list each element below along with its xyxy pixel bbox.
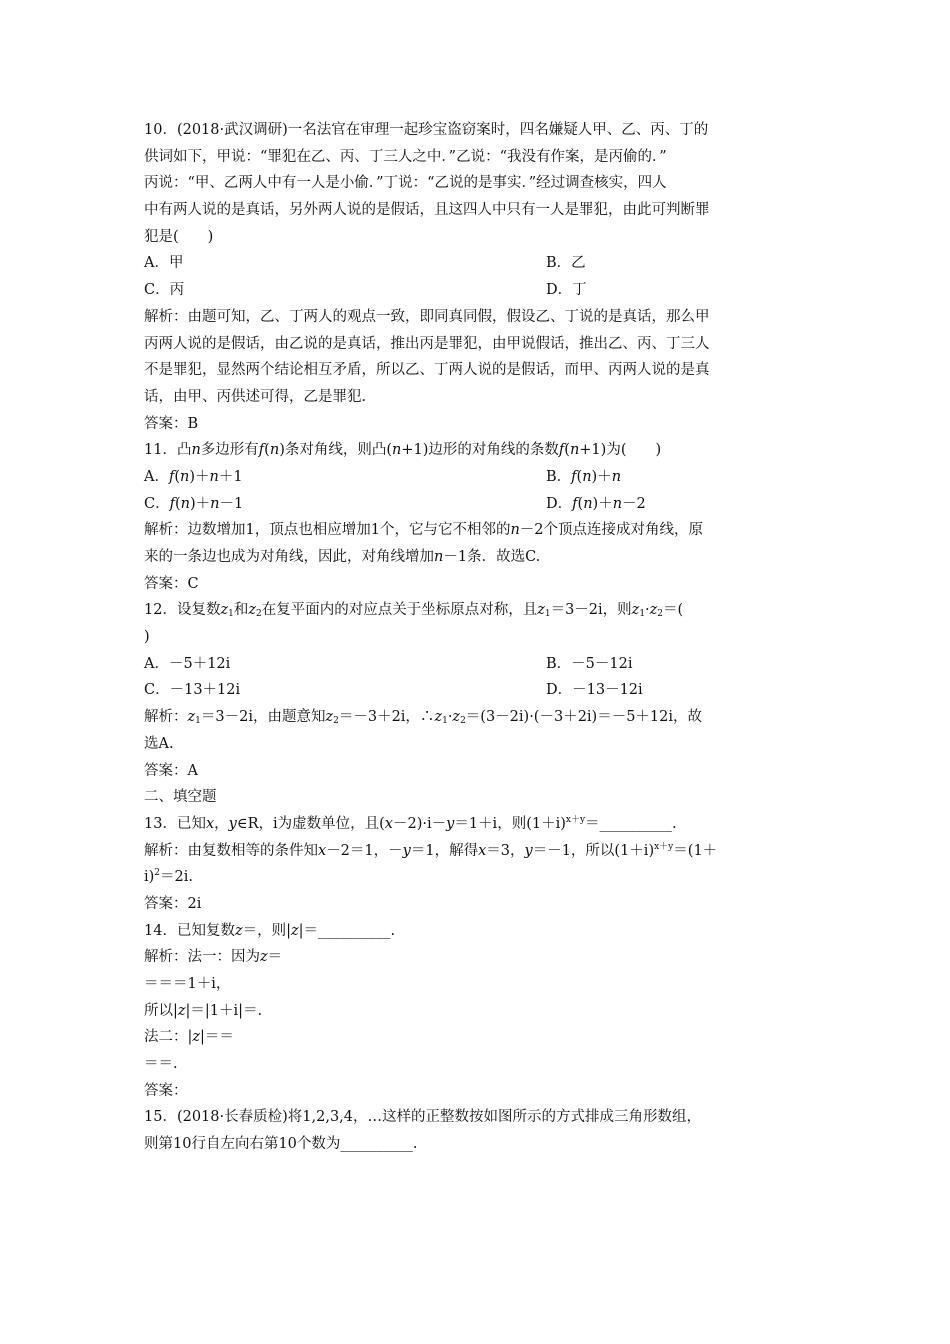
- question-10-line: 中有两人说的是真话，另外两人说的是假话，且这四人中只有一人是罪犯，由此可判断罪: [144, 202, 710, 219]
- analysis-line: 解析：法一：因为z＝: [144, 949, 283, 966]
- analysis-line: 不是罪犯，显然两个结论相互矛盾，所以乙、丁两人说的是假话，而甲、丙两人说的是真: [144, 362, 710, 379]
- question-10-line: 丙说：“甲、乙两人中有一人是小偷．”丁说：“乙说的是事实．”经过调查核实，四人: [144, 175, 667, 192]
- question-14-stem: 14．已知复数z＝，则|z|＝__________.: [144, 922, 396, 939]
- option-a: A．甲: [144, 255, 184, 272]
- question-10-line: 供词如下，甲说：“罪犯在乙、丙、丁三人之中．”乙说：“我没有作案，是丙偷的．”: [144, 148, 667, 165]
- option-c: C．f(n)＋n－1: [144, 495, 244, 512]
- analysis-line: 解析：由复数相等的条件知x－2＝1，－y＝1，解得x＝3，y＝－1，所以$(1+i)^{x+y}=(1+$: [144, 841, 718, 859]
- answer: 答案：C: [144, 575, 199, 592]
- analysis-line: 解析：$z_1=3-2i$，由题意知$z_2=-3+2i$，$\therefore z_1\cdot z_2=(3-2i)\cdot(-3+2i)=-5+12i$，故: [144, 709, 703, 727]
- answer: 答案：B: [144, 415, 199, 432]
- question-15: [144, 1104, 814, 1157]
- section-heading: 二、填空题: [144, 789, 217, 806]
- analysis-line: 所以|z|＝|1＋i|＝.: [144, 1002, 263, 1019]
- question-12-stem-end: ): [144, 629, 150, 646]
- question-10-line: 10．(2018·武汉调研)一名法官在审理一起珍宝盗窃案时，四名嫌疑人甲、乙、丙、丁的: [144, 122, 709, 138]
- question-10-line: 犯是( ): [144, 228, 214, 245]
- analysis-line: 来的一条边也成为对角线，因此，对角线增加n－1条．故选C.: [144, 549, 541, 565]
- option-a: A．f(n)＋n＋1: [144, 468, 243, 485]
- question-15-line: 15．(2018·长春质检)将1,2,3,4，…这样的正整数按如图所示的方式排成三角形数组，: [144, 1109, 702, 1126]
- options-row: [144, 651, 814, 678]
- analysis-line: 选A.: [144, 735, 174, 752]
- option-d: D．丁: [546, 282, 587, 299]
- answer: 答案：2i: [144, 895, 202, 912]
- question-11-stem: 11．凸n多边形有f(n)条对角线，则凸(n+1)边形的对角线的条数f(n+1)为( ): [144, 442, 662, 459]
- answer: 答案：: [144, 1082, 188, 1099]
- analysis-line: ＝＝＝1＋i，: [144, 976, 231, 992]
- question-12: [144, 597, 814, 784]
- option-b: B．f(n)＋n: [546, 468, 622, 485]
- document-page: [144, 117, 814, 1158]
- question-13-stem: 13．已知x，y∈R，i为虚数单位，且(x－2)·i－y＝1＋i，则$(1+i)^{x+y}=\_\_\_\_\_\_\_\_\_\_$.: [144, 814, 677, 832]
- question-10: [144, 117, 814, 437]
- options-row: [144, 464, 814, 491]
- analysis-line: 话，由甲、丙供述可得，乙是罪犯.: [144, 388, 367, 405]
- analysis-line: 解析：边数增加1，顶点也相应增加1个，它与它不相邻的n－2个顶点连接成对角线，原: [144, 522, 704, 539]
- question-13: [144, 811, 814, 918]
- options-row: [144, 491, 814, 518]
- analysis-line: 丙两人说的是假话，由乙说的是真话，推出丙是罪犯，由甲说假话，推出乙、丙、丁三人: [144, 335, 710, 352]
- answer: 答案：A: [144, 762, 198, 779]
- options-row: [144, 677, 814, 704]
- option-c: C．－13＋12i: [144, 682, 241, 699]
- options-row: [144, 250, 814, 277]
- analysis-line: 解析：由题可知，乙、丁两人的观点一致，即同真同假，假设乙、丁说的是真话，那么甲: [144, 308, 710, 325]
- analysis-line: i)$^2$＝2i.: [144, 868, 194, 886]
- option-b: B．－5－12i: [546, 655, 633, 672]
- options-row: [144, 277, 814, 304]
- option-b: B．乙: [546, 255, 586, 272]
- question-12-stem: 12．设复数$z_1$和$z_2$在复平面内的对应点关于坐标原点对称，且$z_1=3-2i$，则$z_1\cdot z_2=$(: [144, 602, 684, 620]
- option-c: C．丙: [144, 282, 185, 299]
- option-a: A．－5＋12i: [144, 655, 231, 672]
- question-14: [144, 918, 814, 1105]
- question-11: [144, 437, 814, 597]
- analysis-line: ＝＝.: [144, 1056, 178, 1073]
- option-d: D．f(n)＋n－2: [546, 495, 646, 512]
- option-d: D．－13－12i: [546, 682, 643, 699]
- analysis-line: 法二：|z|＝＝: [144, 1029, 234, 1046]
- question-15-line: 则第10行自左向右第10个数为__________.: [144, 1136, 418, 1153]
